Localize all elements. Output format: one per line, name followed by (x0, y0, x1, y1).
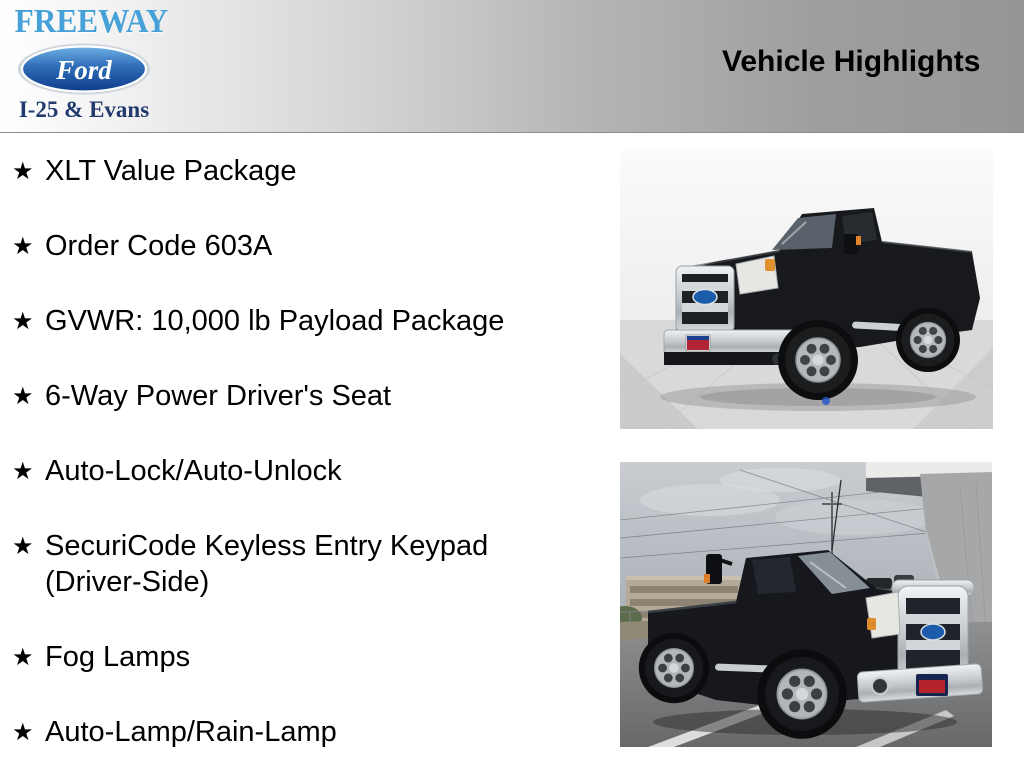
turn-signal (765, 259, 775, 271)
outdoor-truck-illustration (620, 462, 992, 747)
star-bullet-icon: ★ (12, 457, 34, 485)
chrome-grille (676, 266, 734, 332)
highlight-item (12, 453, 597, 489)
mirror-marker-light (856, 236, 861, 245)
star-bullet-icon: ★ (12, 157, 34, 185)
highlight-text: Auto-Lamp/Rain-Lamp (45, 716, 337, 748)
headlight (866, 592, 900, 638)
highlight-text: 6-Way Power Driver's Seat (45, 380, 392, 412)
dealer-name-text: FREEWAY (14, 3, 169, 40)
dealer-logo (8, 2, 169, 123)
highlight-text: SecuriCode Keyless Entry Keypad (Driver-Side) (45, 530, 489, 598)
vehicle-photo-top (620, 150, 993, 429)
highlight-item (12, 639, 597, 675)
ford-oval-icon (17, 43, 151, 95)
star-bullet-icon: ★ (12, 307, 34, 335)
star-bullet-icon: ★ (12, 718, 34, 746)
star-bullet-icon: ★ (12, 382, 34, 410)
ford-brand-text: Ford (56, 55, 112, 85)
highlight-text: Fog Lamps (45, 641, 191, 673)
ford-badge (693, 290, 717, 305)
highlight-text: XLT Value Package (45, 155, 297, 187)
rear-wheel (639, 633, 709, 703)
rear-wheel (896, 308, 960, 372)
studio-truck-illustration (620, 150, 993, 429)
highlight-text: Order Code 603A (45, 230, 273, 262)
highlight-item (12, 378, 597, 414)
highlight-item (12, 528, 597, 600)
highlight-item (12, 153, 597, 189)
highlight-text: Auto-Lock/Auto-Unlock (45, 455, 342, 487)
front-wheel (778, 320, 858, 400)
dealer-location-text: I-25 & Evans (18, 97, 150, 122)
vehicle-photo-bottom (620, 462, 992, 747)
ford-badge (921, 624, 945, 640)
highlight-item (12, 303, 597, 339)
highlight-text: GVWR: 10,000 lb Payload Package (45, 305, 505, 337)
page-title: Vehicle Highlights (722, 45, 981, 78)
highlight-item (12, 228, 597, 264)
side-window (752, 557, 796, 594)
header (0, 0, 1024, 133)
star-bullet-icon: ★ (12, 532, 34, 560)
mirror-marker-light (704, 574, 710, 583)
star-bullet-icon: ★ (12, 643, 34, 671)
front-wheel (757, 649, 847, 739)
turn-signal (867, 618, 876, 630)
highlights-list (12, 153, 597, 768)
star-bullet-icon: ★ (12, 232, 34, 260)
wheel-chock (822, 397, 830, 405)
fog-lamp (872, 678, 888, 694)
highlight-item (12, 714, 597, 750)
